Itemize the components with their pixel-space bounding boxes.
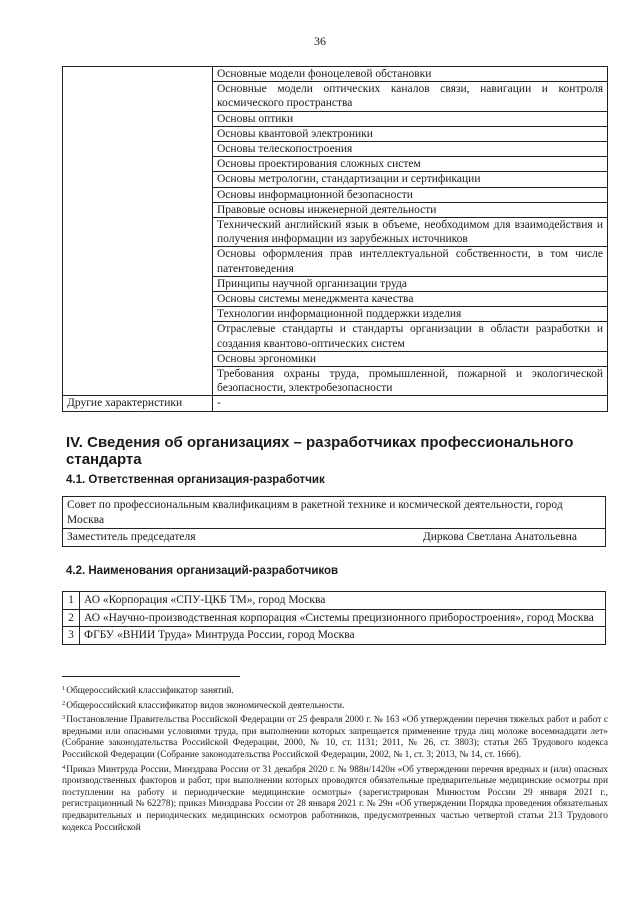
knowledge-item: Основы метрологии, стандартизации и сертификации [213,172,608,187]
developer-orgs-heading: 4.2. Наименования организаций-разработчиков [66,565,339,577]
developer-org-row [63,627,606,645]
responsible-org-name: Совет по профессиональным квалификациям в ракетной технике и космической деятельности, город Москва [63,497,606,529]
footnote [62,762,608,835]
developer-org-row [63,609,606,627]
knowledge-item: Основы оформления прав интеллектуальной собственности, в том числе патентоведения [213,247,608,276]
knowledge-item: Основы оптики [213,111,608,126]
footnotes [62,683,608,834]
developer-org-name: АО «Корпорация «СПУ-ЦКБ ТМ», город Москва [80,592,606,610]
responsible-person: Диркова Светлана Анатольевна [422,531,577,543]
responsible-org-table [62,496,606,547]
page-number: 36 [314,34,326,48]
knowledge-item: Основные модели оптических каналов связи, навигации и контроля космического пространства [213,82,608,111]
characteristics-label-cell [63,67,213,396]
knowledge-item: Основы системы менеджмента качества [213,292,608,307]
footnote-mark: 4 [62,763,66,771]
footnote-text: Общероссийский классификатор занятий. [66,686,234,696]
knowledge-item: Требования охраны труда, промышленной, пожарной и экологической безопасности, электробезопасности [213,367,608,396]
knowledge-item: Отраслевые стандарты и стандарты организации в области разработки и создания квантово-оптических систем [213,322,608,351]
developer-orgs-table [62,591,606,645]
developer-org-name: АО «Научно-производственная корпорация «Системы прецизионного приборостроения», город Москва [80,609,606,627]
footnote-mark: 3 [62,714,66,722]
footnote-mark: 2 [62,699,66,707]
section-title: IV. Сведения об организациях – разработчиках профессионального стандарта [66,434,574,468]
footnote [62,683,608,698]
knowledge-item: Основы проектирования сложных систем [213,157,608,172]
responsible-org-name-row [63,497,606,529]
knowledge-item: Основные модели фоноцелевой обстановки [213,67,608,82]
responsible-org-heading: 4.1. Ответственная организация-разработчик [66,474,325,486]
other-characteristics-label: Другие характеристики [63,396,213,411]
footnote [62,712,608,761]
footnote-mark: 1 [62,685,66,692]
knowledge-item: Основы информационной безопасности [213,187,608,202]
footnote-text: Приказ Минтруда России, Минздрава России от 31 декабря 2020 г. № 988н/1420н «Об утверждении перечня вредных и (или) опасных производственных факторов и работ, при выполнении которых проводятся обязательные предварительные медицинские осмотры при поступлении на работу и периодические медицинские осмотры» (зарегистрирован Минюстом России 29 января 2021 г., регистрационный № 62278); приказ Минздрава России от 28 января 2021 г. № 29н «Об утверждении Порядка проведения обязательных предварительных и периодических медицинских осмотров работников, предусмотренных частью четвертой статьи 213 Трудового кодекса Российской [62,764,608,833]
developer-org-number: 1 [63,592,80,610]
knowledge-item: Технологии информационной поддержки изделия [213,307,608,322]
developer-org-number: 2 [63,609,80,627]
developer-org-name: ФГБУ «ВНИИ Труда» Минтруда России, город Москва [80,627,606,645]
knowledge-item: Принципы научной организации труда [213,276,608,291]
knowledge-item: Основы квантовой электроники [213,126,608,141]
characteristics-table [62,66,608,412]
knowledge-row [63,67,608,82]
footnote-text: Общероссийский классификатор видов экономической деятельности. [66,700,345,711]
knowledge-item: Правовые основы инженерной деятельности [213,202,608,217]
knowledge-item: Основы телескопостроения [213,142,608,157]
footnote [62,698,608,713]
other-characteristics-row [63,396,608,411]
footnote-divider [62,676,240,677]
responsible-person-row [63,529,606,547]
knowledge-item: Основы эргономики [213,351,608,366]
footnote-text: Постановление Правительства Российской Федерации от 25 февраля 2000 г. № 163 «Об утверждении перечня тяжелых работ и работ с вредными или опасными условиями труда, при выполнении которых запрещается применение труда лиц моложе восемнадцати лет» (Собрание законодательства Российской Федерации, 2000, № 10, ст. 1131; 2011, № 26, ст. 3803); статья 265 Трудового кодекса Российской Федерации (Собрание законодательства Российской Федерации, 2002, № 1, ст. 3; 2013, № 14, ст. 1666). [62,715,608,760]
developer-org-row [63,592,606,610]
knowledge-item: Технический английский язык в объеме, необходимом для взаимодействия и получения информации из зарубежных источников [213,218,608,247]
responsible-position: Заместитель председателя [67,531,196,543]
developer-org-number: 3 [63,627,80,645]
other-characteristics-value: - [213,396,608,411]
